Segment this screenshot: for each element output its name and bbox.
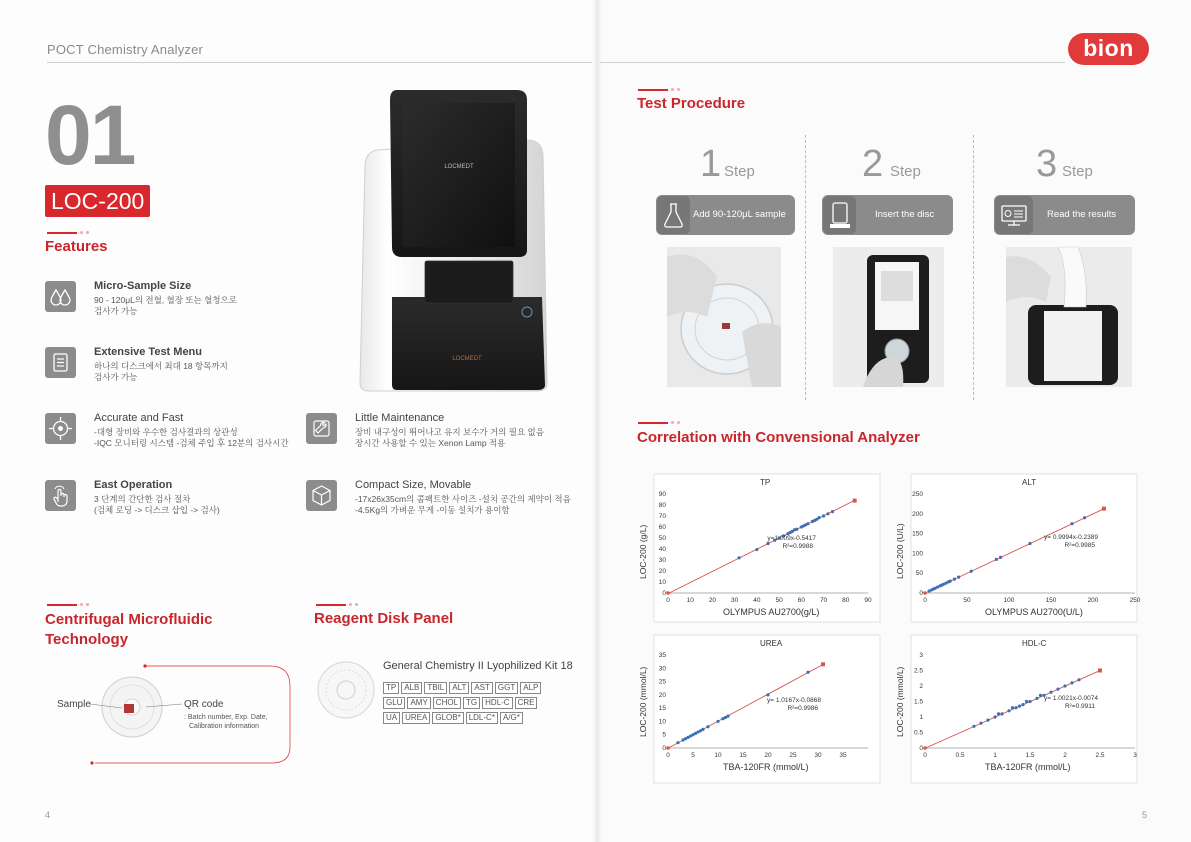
- kit-chip: AST: [471, 682, 493, 694]
- x-tick-label: 30: [731, 597, 739, 604]
- loc200-device-image: [357, 85, 552, 395]
- data-point: [997, 712, 1000, 715]
- feature-title: Accurate and Fast: [94, 412, 184, 424]
- header-rule-left: [47, 62, 592, 63]
- page-gutter: [592, 0, 602, 842]
- y-tick-label: 250: [912, 491, 923, 498]
- step-2-label: Step: [890, 163, 921, 180]
- feature-desc: 90 - 120μL의 전혈, 혈장 또는 혈청으로 검사가 가능: [94, 295, 237, 316]
- x-axis-label: OLYMPUS AU2700(U/L): [985, 607, 1083, 617]
- x-axis-label: OLYMPUS AU2700(g/L): [723, 607, 820, 617]
- data-point: [706, 725, 709, 728]
- data-point: [986, 719, 989, 722]
- kit-chip: UREA: [402, 712, 430, 724]
- kit-chip: HDL-C: [482, 697, 512, 709]
- y-tick-label: 35: [658, 652, 666, 659]
- x-tick-label: 1: [993, 752, 997, 759]
- x-tick-label: 10: [686, 597, 694, 604]
- y-tick-label: 90: [658, 491, 666, 498]
- step-divider: [973, 135, 974, 400]
- reagent-disk-image: [316, 660, 376, 720]
- endpoint-marker: [853, 499, 857, 503]
- kit-chip: GLOB*: [432, 712, 463, 724]
- data-point: [755, 548, 758, 551]
- y-tick-label: 30: [658, 665, 666, 673]
- y-tick-label: 50: [915, 570, 923, 578]
- kit-chip: TP: [383, 682, 399, 694]
- y-axis-label: LOC-200 (mmol/L): [638, 666, 648, 737]
- y-axis-label: LOC-200 (U/L): [895, 522, 905, 579]
- y-tick-label: 1.5: [913, 698, 923, 706]
- origin-point: [666, 591, 670, 595]
- x-tick-label: 90: [864, 597, 872, 604]
- step-3-number: 3: [1036, 143, 1058, 185]
- wrench-icon: [306, 413, 337, 444]
- monitor-icon: [994, 195, 1034, 235]
- data-point: [1011, 706, 1014, 709]
- y-tick-label: 40: [658, 546, 666, 553]
- kit-chip: ALT: [449, 682, 469, 694]
- data-point: [957, 576, 960, 579]
- feature-title: Extensive Test Menu: [94, 346, 202, 358]
- step-3-text: Read the results: [1047, 209, 1117, 220]
- data-point: [1070, 522, 1073, 525]
- feature-desc: -대형 장비와 우수한 검사결과의 상관성 -IQC 모니터링 시스템 -검체 주입 후 12분의 검사시간: [94, 427, 289, 448]
- x-tick-label: 0: [923, 752, 927, 759]
- centrifugal-title: Centrifugal Microfluidic Technology: [45, 611, 213, 648]
- y-tick-label: 20: [658, 568, 666, 575]
- correlation-title: Correlation with Convensional Analyzer: [637, 429, 920, 446]
- step-1-label: Step: [724, 163, 755, 180]
- step-1-number: 1: [700, 143, 722, 185]
- data-point: [1049, 691, 1052, 694]
- origin-point: [923, 746, 927, 750]
- section-mark: [47, 230, 92, 236]
- y-tick-label: 2.5: [913, 667, 923, 675]
- chart-title: ALT: [1022, 478, 1037, 487]
- y-tick-label: 10: [658, 718, 666, 726]
- x-tick-label: 0: [666, 752, 670, 759]
- chart-urea: [626, 633, 881, 783]
- data-point: [979, 722, 982, 725]
- data-point: [1063, 684, 1066, 687]
- y-tick-label: 3: [919, 652, 923, 659]
- chart-svg: [883, 633, 1138, 783]
- kit-chip: ALP: [520, 682, 541, 694]
- data-point: [795, 528, 798, 531]
- x-tick-label: 40: [753, 597, 761, 604]
- kit-chip: ALB: [401, 682, 422, 694]
- y-tick-label: 0: [919, 590, 923, 597]
- origin-point: [666, 746, 670, 750]
- data-point: [1083, 516, 1086, 519]
- kit-chip: A/G*: [500, 712, 523, 724]
- kit-row-1: [383, 682, 541, 694]
- y-tick-label: 10: [658, 579, 666, 586]
- data-point: [995, 558, 998, 561]
- page-number-left: 4: [45, 810, 51, 820]
- step-1-pill: [656, 195, 795, 235]
- bion-logo: bion: [1068, 33, 1149, 65]
- x-tick-label: 0: [923, 597, 927, 604]
- data-point: [1007, 709, 1010, 712]
- feature-desc: 하나의 디스크에서 최대 18 항목까지 검사가 가능: [94, 361, 228, 382]
- svg-text:LOCMEDT: LOCMEDT: [444, 164, 474, 170]
- feature-title: East Operation: [94, 479, 173, 491]
- x-tick-label: 5: [691, 752, 695, 759]
- endpoint-marker: [1102, 507, 1106, 511]
- step-3-photo: [1006, 247, 1132, 387]
- chart-title: HDL-C: [1022, 639, 1047, 648]
- chart-frame: [911, 635, 1137, 783]
- test-procedure-title: Test Procedure: [637, 95, 746, 112]
- product-number: 01: [45, 88, 135, 182]
- feature-desc: -17x26x35cm의 콤팩트한 사이즈 -설치 공간의 제약이 적음 -4.5Kg의 가벼운 무게 -이동 설치가 용이함: [355, 494, 571, 515]
- chart-title: UREA: [760, 639, 783, 648]
- data-point: [766, 693, 769, 696]
- y-tick-label: 60: [658, 524, 666, 531]
- x-tick-label: 0.5: [955, 752, 965, 759]
- regression-equation: y= 1.0167x-0.0868 R²=0.9986: [766, 697, 821, 712]
- x-tick-label: 250: [1129, 597, 1141, 604]
- data-point: [949, 580, 952, 583]
- feature-desc: 3 단계의 간단한 검사 절차 (검체 로딩 -> 디스크 삽입 -> 검사): [94, 494, 220, 515]
- feature-title: Micro-Sample Size: [94, 280, 192, 292]
- section-mark: [47, 602, 92, 608]
- section-mark: [638, 420, 683, 426]
- endpoint-marker: [821, 662, 825, 666]
- x-tick-label: 15: [739, 752, 747, 759]
- y-tick-label: 5: [662, 731, 666, 739]
- features-title: Features: [45, 238, 108, 255]
- data-point: [1014, 706, 1017, 709]
- step-3-pill: [994, 195, 1135, 235]
- chart-hdl-c: [883, 633, 1138, 783]
- step-2-text: Insert the disc: [875, 209, 935, 220]
- data-point: [1021, 703, 1024, 706]
- y-tick-label: 15: [658, 705, 666, 713]
- y-tick-label: 0: [662, 745, 666, 752]
- kit-chip: CRE: [515, 697, 538, 709]
- x-tick-label: 1.5: [1025, 752, 1035, 759]
- kit-row-3: [383, 712, 523, 724]
- data-point: [806, 522, 809, 525]
- x-tick-label: 100: [1003, 597, 1015, 604]
- sample-label: Sample: [57, 699, 91, 710]
- chart-tp: [626, 472, 881, 622]
- x-tick-label: 150: [1045, 597, 1057, 604]
- step-2-pill: [822, 195, 953, 235]
- regression-equation: y= 1.0021x-0.0074 R²=0.9911: [1043, 695, 1098, 710]
- target-icon: [45, 413, 76, 444]
- data-point: [1018, 705, 1021, 708]
- kit-row-2: [383, 697, 537, 709]
- x-axis-label: TBA-120FR (mmol/L): [723, 762, 809, 772]
- data-point: [953, 578, 956, 581]
- data-point: [1028, 700, 1031, 703]
- x-tick-label: 60: [797, 597, 805, 604]
- data-point: [993, 715, 996, 718]
- kit-chip: GLU: [383, 697, 405, 709]
- step-2-number: 2: [862, 143, 884, 185]
- feature-title: Little Maintenance: [355, 412, 445, 424]
- y-tick-label: 1: [919, 714, 923, 721]
- tap-hand-icon: [45, 480, 76, 511]
- chart-svg: [883, 472, 1141, 622]
- y-tick-label: 50: [658, 535, 666, 542]
- data-point: [1028, 542, 1031, 545]
- qr-code-desc: : Batch number, Exp. Date, Calibration information: [184, 714, 268, 730]
- y-tick-label: 70: [658, 513, 666, 520]
- centrifugal-diagram: [50, 655, 295, 770]
- kit-chip: GGT: [495, 682, 518, 694]
- regression-equation: y=1.009x-0.5417 R²=0.9988: [767, 535, 816, 550]
- droplets-icon: [45, 281, 76, 312]
- qr-code-label: QR code: [184, 699, 224, 710]
- y-tick-label: 20: [658, 691, 666, 699]
- chart-alt: [883, 472, 1141, 622]
- data-point: [822, 514, 825, 517]
- y-tick-label: 0.5: [913, 729, 923, 737]
- x-tick-label: 3: [1133, 752, 1137, 759]
- data-point: [970, 570, 973, 573]
- menu-list-icon: [45, 347, 76, 378]
- kit-title: General Chemistry II Lyophilized Kit 18: [383, 660, 573, 672]
- data-point: [999, 556, 1002, 559]
- kit-chip: AMY: [407, 697, 430, 709]
- kit-chip: TBIL: [424, 682, 447, 694]
- x-tick-label: 10: [714, 752, 722, 759]
- x-tick-label: 30: [814, 752, 822, 759]
- data-point: [1077, 678, 1080, 681]
- y-tick-label: 2: [919, 683, 923, 690]
- section-mark: [316, 602, 361, 608]
- x-tick-label: 200: [1087, 597, 1099, 604]
- data-point: [716, 720, 719, 723]
- regression-equation: y= 0.9994x-0.2389 R²=0.9985: [1043, 534, 1098, 549]
- step-2-photo: [833, 247, 944, 387]
- x-tick-label: 2.5: [1095, 752, 1105, 759]
- data-point: [1039, 694, 1042, 697]
- x-tick-label: 25: [789, 752, 797, 759]
- x-axis-label: TBA-120FR (mmol/L): [985, 762, 1071, 772]
- page-number-right: 5: [1142, 810, 1148, 820]
- y-tick-label: 100: [912, 550, 923, 558]
- x-tick-label: 2: [1063, 752, 1067, 759]
- reagent-title: Reagent Disk Panel: [314, 610, 454, 627]
- svg-text:LOCMEDT: LOCMEDT: [452, 356, 482, 362]
- x-tick-label: 70: [819, 597, 828, 604]
- x-tick-label: 0: [666, 597, 670, 604]
- section-mark: [638, 87, 683, 93]
- y-tick-label: 30: [658, 557, 666, 564]
- data-point: [676, 741, 679, 744]
- step-1-photo: [667, 247, 781, 387]
- y-tick-label: 0: [662, 590, 666, 597]
- endpoint-marker: [1098, 669, 1102, 673]
- header-title: POCT Chemistry Analyzer: [47, 42, 204, 57]
- x-tick-label: 80: [842, 597, 850, 604]
- y-tick-label: 150: [912, 530, 923, 538]
- cube-icon: [306, 480, 337, 511]
- data-point: [818, 516, 821, 519]
- data-point: [972, 725, 975, 728]
- feature-title: Compact Size, Movable: [355, 479, 472, 491]
- origin-point: [923, 591, 927, 595]
- data-point: [738, 556, 741, 559]
- data-point: [1056, 688, 1059, 691]
- chart-title: TP: [760, 478, 771, 487]
- x-tick-label: 20: [764, 752, 772, 759]
- data-point: [1035, 697, 1038, 700]
- disc-device-icon: [822, 195, 858, 235]
- feature-desc: 장비 내구성이 뛰어나고 유지 보수가 거의 필요 없음 장시간 사용할 수 있는 Xenon Lamp 적용: [355, 427, 544, 448]
- step-3-label: Step: [1062, 163, 1093, 180]
- kit-chip: TG: [463, 697, 480, 709]
- y-axis-label: LOC-200 (mmol/L): [895, 666, 905, 737]
- step-divider: [805, 135, 806, 400]
- data-point: [726, 715, 729, 718]
- x-tick-label: 50: [775, 597, 783, 604]
- y-tick-label: 200: [912, 510, 923, 518]
- header-rule-right: [600, 62, 1065, 63]
- chart-svg: [626, 633, 881, 783]
- data-point: [1025, 700, 1028, 703]
- model-badge: LOC-200: [45, 185, 150, 217]
- y-tick-label: 0: [919, 745, 923, 752]
- kit-chip: UA: [383, 712, 400, 724]
- chart-frame: [911, 474, 1137, 622]
- data-point: [1070, 681, 1073, 684]
- chart-svg: [626, 472, 881, 622]
- data-point: [806, 671, 809, 674]
- x-tick-label: 50: [963, 597, 971, 604]
- data-point: [701, 728, 704, 731]
- y-axis-label: LOC-200 (g/L): [638, 524, 648, 579]
- y-tick-label: 25: [658, 678, 666, 686]
- y-tick-label: 80: [658, 502, 666, 509]
- x-tick-label: 20: [708, 597, 717, 604]
- data-point: [1000, 712, 1003, 715]
- data-point: [826, 512, 829, 515]
- kit-chip: LDL-C*: [466, 712, 498, 724]
- kit-chip: CHOL: [433, 697, 461, 709]
- flask-icon: [656, 195, 692, 235]
- step-1-text: Add 90-120μL sample: [693, 209, 786, 220]
- data-point: [831, 510, 834, 513]
- x-tick-label: 35: [839, 752, 847, 759]
